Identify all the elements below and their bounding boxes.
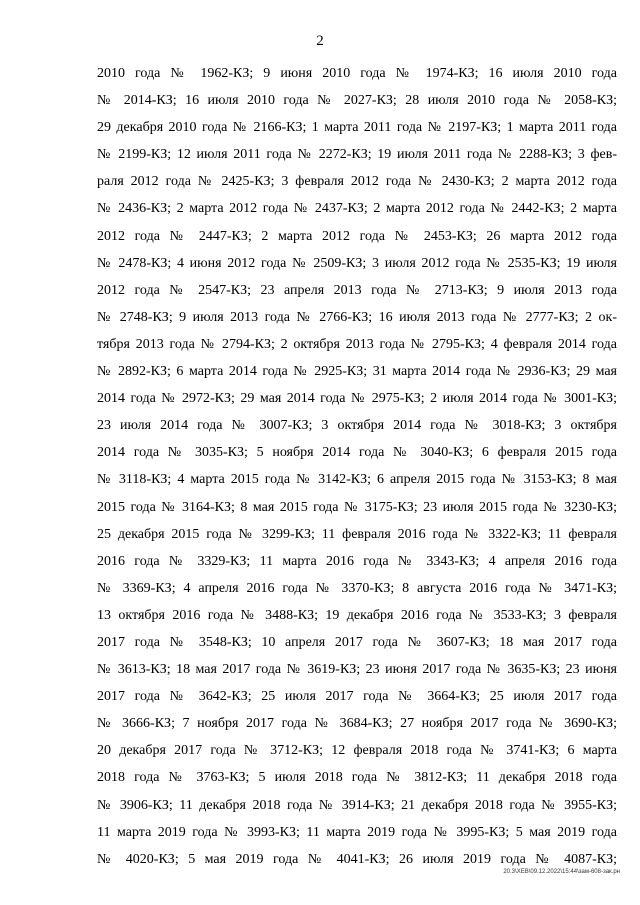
text-line: 2015 года № 3164-КЗ; 8 мая 2015 года № 3175-КЗ; 23 июля 2015 года № 3230-КЗ; — [97, 499, 617, 515]
text-line: 11 марта 2019 года № 3993-КЗ; 11 марта 2019 года № 3995-КЗ; 5 мая 2019 года — [97, 824, 617, 840]
text-line: 2017 года № 3642-КЗ; 25 июля 2017 года № 3664-КЗ; 25 июля 2017 года — [97, 689, 617, 705]
text-line: № 2478-КЗ; 4 июня 2012 года № 2509-КЗ; 3 июля 2012 года № 2535-КЗ; 19 июля — [97, 255, 617, 271]
text-line: № 2748-КЗ; 9 июля 2013 года № 2766-КЗ; 16 июля 2013 года № 2777-КЗ; 2 ок- — [97, 309, 617, 325]
text-line: 2016 года № 3329-КЗ; 11 марта 2016 года № 3343-КЗ; 4 апреля 2016 года — [97, 553, 617, 569]
text-line: № 2199-КЗ; 12 июля 2011 года № 2272-КЗ; 19 июля 2011 года № 2288-КЗ; 3 фев- — [97, 147, 617, 163]
text-line: 23 июля 2014 года № 3007-КЗ; 3 октября 2014 года № 3018-КЗ; 3 октября — [97, 418, 617, 434]
text-line: № 2436-КЗ; 2 марта 2012 года № 2437-КЗ; 2 марта 2012 года № 2442-КЗ; 2 марта — [97, 201, 617, 217]
text-line: 2014 года № 3035-КЗ; 5 ноября 2014 года № 3040-КЗ; 6 февраля 2015 года — [97, 445, 617, 461]
text-line: 2018 года № 3763-КЗ; 5 июля 2018 года № 3812-КЗ; 11 декабря 2018 года — [97, 770, 617, 786]
document-body-text — [97, 60, 617, 873]
text-line: 2012 года № 2447-КЗ; 2 марта 2012 года № 2453-КЗ; 26 марта 2012 года — [97, 228, 617, 244]
page-number: 2 — [316, 33, 324, 49]
text-line: № 2892-КЗ; 6 марта 2014 года № 2925-КЗ; 31 марта 2014 года № 2936-КЗ; 29 мая — [97, 364, 617, 380]
text-line: № 3906-КЗ; 11 декабря 2018 года № 3914-КЗ; 21 декабря 2018 года № 3955-КЗ; — [97, 797, 617, 813]
document-footer-id: 20.3\XEB\09.12.2022\15:44\зам-608-зак.рн — [503, 869, 620, 875]
text-line: раля 2012 года № 2425-КЗ; 3 февраля 2012 года № 2430-КЗ; 2 марта 2012 года — [97, 174, 617, 190]
text-line: 2012 года № 2547-КЗ; 23 апреля 2013 года № 2713-КЗ; 9 июля 2013 года — [97, 282, 617, 298]
text-line: 2017 года № 3548-КЗ; 10 апреля 2017 года № 3607-КЗ; 18 мая 2017 года — [97, 634, 617, 650]
text-line: № 3613-КЗ; 18 мая 2017 года № 3619-КЗ; 23 июня 2017 года № 3635-КЗ; 23 июня — [97, 662, 617, 678]
text-line: 20 декабря 2017 года № 3712-КЗ; 12 февраля 2018 года № 3741-КЗ; 6 марта — [97, 743, 617, 759]
text-line: 2014 года № 2972-КЗ; 29 мая 2014 года № 2975-КЗ; 2 июля 2014 года № 3001-КЗ; — [97, 391, 617, 407]
text-line: 2010 года № 1962-КЗ; 9 июня 2010 года № 1974-КЗ; 16 июля 2010 года — [97, 66, 617, 81]
text-line: № 2014-КЗ; 16 июля 2010 года № 2027-КЗ; 28 июля 2010 года № 2058-КЗ; — [97, 93, 617, 109]
text-line: 13 октября 2016 года № 3488-КЗ; 19 декабря 2016 года № 3533-КЗ; 3 февраля — [97, 607, 617, 623]
text-line: № 3118-КЗ; 4 марта 2015 года № 3142-КЗ; 6 апреля 2015 года № 3153-КЗ; 8 мая — [97, 472, 617, 488]
text-line: № 3666-КЗ; 7 ноября 2017 года № 3684-КЗ; 27 ноября 2017 года № 3690-КЗ; — [97, 716, 617, 732]
text-line: № 4020-КЗ; 5 мая 2019 года № 4041-КЗ; 26 июля 2019 года № 4087-КЗ; — [97, 851, 617, 867]
text-line: 29 декабря 2010 года № 2166-КЗ; 1 марта 2011 года № 2197-КЗ; 1 марта 2011 года — [97, 120, 617, 136]
text-line: тября 2013 года № 2794-КЗ; 2 октября 2013 года № 2795-КЗ; 4 февраля 2014 года — [97, 336, 617, 352]
text-line: № 3369-КЗ; 4 апреля 2016 года № 3370-КЗ; 8 августа 2016 года № 3471-КЗ; — [97, 580, 617, 596]
text-line: 25 декабря 2015 года № 3299-КЗ; 11 февраля 2016 года № 3322-КЗ; 11 февраля — [97, 526, 617, 542]
